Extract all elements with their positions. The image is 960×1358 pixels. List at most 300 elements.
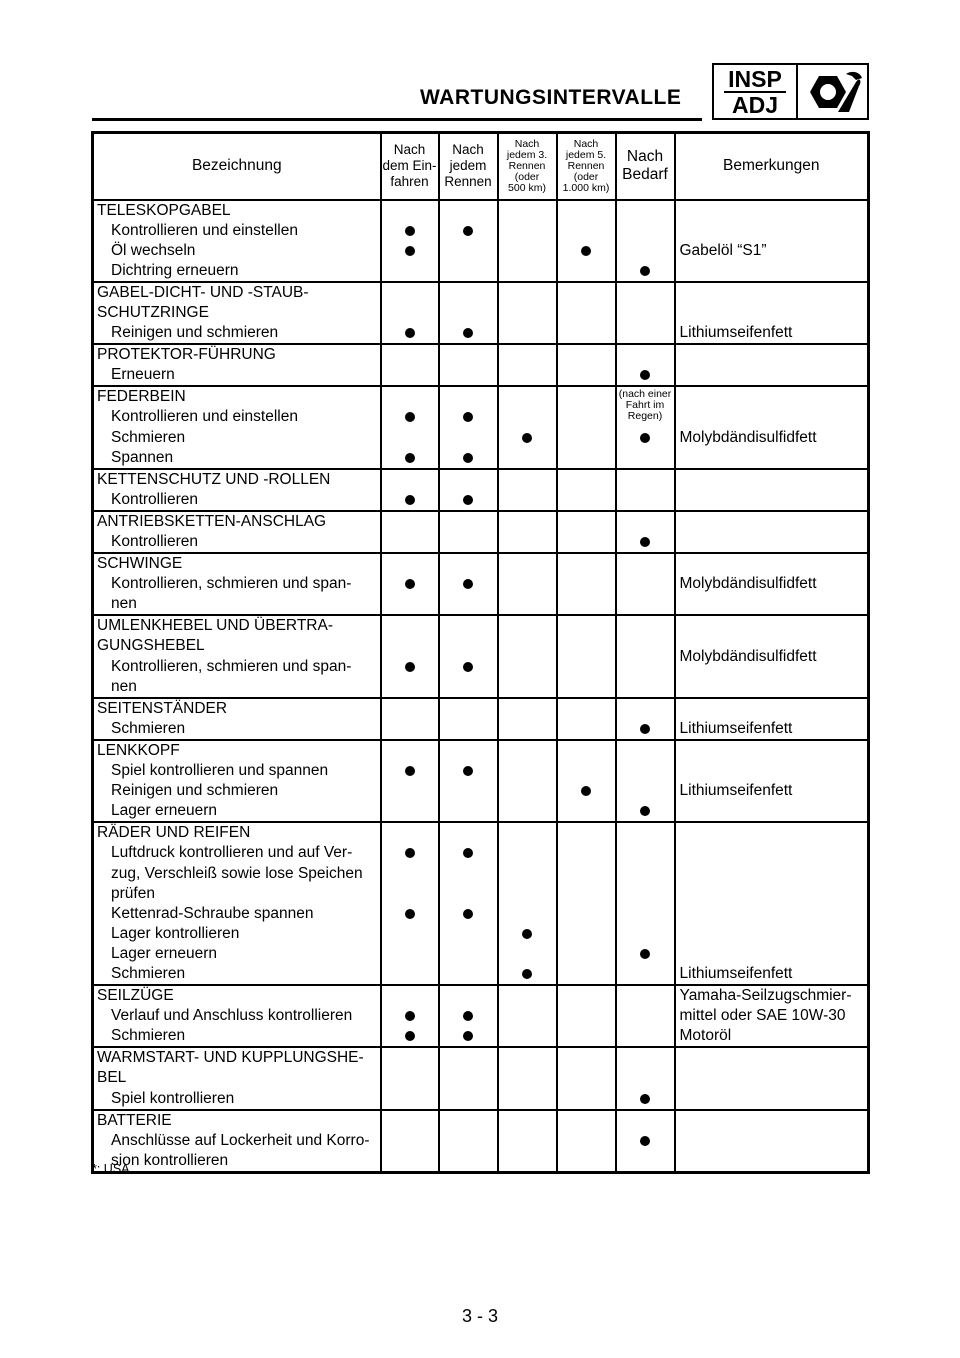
section-heading: KETTENSCHUTZ UND -ROLLEN — [97, 470, 331, 488]
interval-cell — [381, 553, 439, 615]
mark-slot — [382, 428, 438, 448]
mark-slot — [440, 574, 497, 594]
item-name-cell — [93, 200, 381, 282]
mark-slot — [440, 781, 497, 801]
mark-slot — [440, 719, 497, 739]
interval-cell — [557, 282, 616, 344]
interval-cell — [381, 1110, 439, 1173]
mark-slot — [440, 1151, 497, 1171]
mark-slot — [440, 512, 497, 532]
mark-slot — [382, 470, 438, 490]
table-row — [93, 985, 869, 1047]
check-dot — [522, 433, 532, 443]
mark-slot — [617, 283, 674, 303]
mark-slot — [617, 594, 674, 614]
check-dot — [463, 1011, 473, 1021]
mark-slot — [617, 864, 674, 884]
remark-text — [676, 904, 868, 924]
mark-slot — [499, 864, 556, 884]
mark-slot — [617, 1131, 674, 1151]
mark-slot — [382, 741, 438, 761]
header-line: Rennen — [508, 159, 546, 172]
remark-text — [676, 201, 868, 221]
page-number: 3 - 3 — [461, 1306, 499, 1326]
mark-slot — [382, 677, 438, 697]
remark-text — [676, 1089, 868, 1109]
item-name-cell — [93, 822, 381, 985]
mark-slot — [617, 201, 674, 221]
task-line: Kettenrad-Schraube spannen — [111, 904, 314, 922]
interval-cell — [498, 200, 557, 282]
mark-slot — [499, 1089, 556, 1109]
mark-slot — [440, 303, 497, 323]
col-nach-jedem-3-rennen — [498, 133, 557, 200]
mark-slot — [558, 986, 615, 1006]
mark-slot — [617, 1026, 674, 1046]
interval-cell — [616, 1110, 675, 1173]
mark-slot — [617, 964, 674, 984]
remark-text — [676, 448, 868, 468]
table-row — [93, 386, 869, 468]
mark-slot — [617, 428, 674, 448]
remark-text — [676, 1068, 868, 1088]
task-line: Lager erneuern — [111, 944, 217, 962]
check-dot — [405, 453, 415, 463]
remark-text: Lithiumseifenfett — [679, 719, 793, 737]
interval-cell — [616, 985, 675, 1047]
mark-slot — [499, 554, 556, 574]
remark-text — [676, 407, 868, 427]
mark-slot — [382, 904, 438, 924]
interval-cell — [616, 386, 675, 468]
mark-slot — [382, 261, 438, 281]
mark-slot — [617, 532, 674, 552]
mark-slot — [499, 428, 556, 448]
col-nach-bedarf — [616, 133, 675, 200]
interval-cell — [498, 740, 557, 822]
mark-slot — [558, 1151, 615, 1171]
mark-slot — [558, 1048, 615, 1068]
remark-text — [676, 221, 868, 241]
mark-slot — [499, 741, 556, 761]
check-dot — [640, 537, 650, 547]
check-dot — [640, 949, 650, 959]
remark-cell — [675, 1110, 869, 1173]
mark-slot — [440, 261, 497, 281]
mark-slot — [617, 1068, 674, 1088]
header-line: jedem 5. — [565, 148, 607, 161]
mark-slot — [382, 1151, 438, 1171]
section-heading: BATTERIE — [97, 1111, 172, 1129]
mark-slot — [440, 594, 497, 614]
col-nach-jedem-rennen — [439, 133, 498, 200]
check-dot — [405, 226, 415, 236]
interval-cell — [557, 1047, 616, 1109]
mark-slot — [382, 387, 438, 407]
mark-slot — [440, 904, 497, 924]
mark-slot — [617, 636, 674, 656]
header-line: Nach — [626, 148, 664, 166]
mark-slot — [382, 554, 438, 574]
interval-cell — [616, 822, 675, 985]
interval-cell — [498, 553, 557, 615]
table-row — [93, 511, 869, 553]
check-dot — [405, 662, 415, 672]
mark-slot — [382, 823, 438, 843]
remark-text — [676, 532, 868, 552]
mark-slot — [558, 843, 615, 863]
mark-slot — [499, 699, 556, 719]
mark-slot — [617, 801, 674, 821]
interval-cell — [557, 985, 616, 1047]
mark-slot — [558, 594, 615, 614]
mark-slot — [558, 823, 615, 843]
mark-slot — [558, 781, 615, 801]
remark-cell — [675, 822, 869, 985]
remark-text — [676, 283, 868, 303]
task-line: prüfen — [111, 884, 155, 902]
item-name-cell — [93, 344, 381, 386]
check-dot — [640, 266, 650, 276]
section-heading: PROTEKTOR-FÜHRUNG — [97, 346, 276, 364]
task-line: nen — [111, 677, 137, 695]
item-name-cell — [93, 282, 381, 344]
mark-slot — [499, 241, 556, 261]
interval-cell — [498, 344, 557, 386]
header-line: Nach — [573, 137, 599, 150]
table-row — [93, 1110, 869, 1173]
mark-slot — [440, 1131, 497, 1151]
task-line: Schmieren — [111, 964, 186, 982]
mark-slot — [558, 470, 615, 490]
remark-text — [676, 512, 868, 532]
remark-cell — [675, 282, 869, 344]
mark-slot — [617, 365, 674, 385]
mark-slot — [499, 532, 556, 552]
mark-slot — [617, 823, 674, 843]
remark-text — [676, 944, 868, 964]
mark-slot — [617, 843, 674, 863]
interval-cell — [381, 469, 439, 511]
mark-slot — [558, 884, 615, 904]
mark-slot — [499, 1006, 556, 1026]
mark-slot — [617, 241, 674, 261]
mark-slot — [558, 407, 615, 427]
header-line: fahren — [390, 174, 429, 190]
title-rule — [92, 118, 702, 121]
mark-slot — [382, 323, 438, 343]
mark-slot — [558, 201, 615, 221]
mark-slot — [440, 532, 497, 552]
interval-cell — [381, 698, 439, 740]
mark-slot — [440, 823, 497, 843]
note-line: (nach einer — [618, 388, 672, 401]
mark-slot — [440, 428, 497, 448]
mark-slot — [558, 741, 615, 761]
interval-cell — [557, 200, 616, 282]
interval-cell — [498, 822, 557, 985]
col-nach-jedem-5-rennen — [557, 133, 616, 200]
table-row — [93, 282, 869, 344]
mark-slot — [440, 448, 497, 468]
task-line: Kontrollieren und einstellen — [111, 408, 298, 426]
section-heading: LENKKOPF — [97, 741, 180, 759]
mark-slot — [382, 657, 438, 677]
remark-text — [676, 554, 868, 574]
table-body — [93, 200, 869, 1173]
mark-slot — [558, 1026, 615, 1046]
mark-slot — [558, 924, 615, 944]
interval-cell — [498, 386, 557, 468]
mark-slot — [499, 1151, 556, 1171]
interval-cell — [381, 386, 439, 468]
table-row — [93, 344, 869, 386]
mark-slot — [382, 1131, 438, 1151]
header-line: jedem 3. — [506, 148, 548, 161]
mark-slot — [382, 964, 438, 984]
badge-icon-box — [798, 65, 867, 118]
mark-slot — [499, 365, 556, 385]
check-dot — [405, 246, 415, 256]
mark-slot — [499, 261, 556, 281]
mark-slot — [440, 1089, 497, 1109]
header-line: jedem — [449, 158, 487, 174]
header-line: Nach — [452, 142, 484, 158]
task-line: Spiel kontrollieren — [111, 1089, 235, 1107]
remark-text: Lithiumseifenfett — [679, 324, 793, 342]
col-nach-einfahren — [381, 133, 439, 200]
interval-cell — [498, 282, 557, 344]
remark-cell — [675, 698, 869, 740]
remark-cell — [675, 511, 869, 553]
remark-text — [676, 345, 868, 365]
mark-slot — [440, 864, 497, 884]
remark-text — [676, 1048, 868, 1068]
interval-cell — [381, 615, 439, 697]
remark-text: Lithiumseifenfett — [679, 782, 793, 800]
check-dot — [463, 412, 473, 422]
mark-slot — [499, 323, 556, 343]
check-dot — [405, 848, 415, 858]
mark-slot — [558, 221, 615, 241]
mark-slot — [499, 448, 556, 468]
mark-slot — [499, 221, 556, 241]
remark-text — [676, 303, 868, 323]
interval-cell — [616, 344, 675, 386]
check-dot — [405, 1031, 415, 1041]
interval-cell — [557, 469, 616, 511]
mark-slot — [499, 823, 556, 843]
mark-slot — [440, 761, 497, 781]
mark-slot — [558, 761, 615, 781]
mark-slot — [558, 1131, 615, 1151]
check-dot — [463, 226, 473, 236]
mark-slot — [499, 636, 556, 656]
mark-slot — [558, 719, 615, 739]
col-bemerkungen: Bemerkungen — [675, 133, 869, 200]
mark-slot — [382, 241, 438, 261]
mark-slot — [382, 490, 438, 510]
mark-slot — [499, 677, 556, 697]
check-dot — [405, 412, 415, 422]
mark-slot — [499, 470, 556, 490]
mark-slot — [499, 387, 556, 407]
mark-slot — [440, 944, 497, 964]
check-dot — [405, 1011, 415, 1021]
mark-slot — [617, 554, 674, 574]
mark-slot — [617, 986, 674, 1006]
task-line: Schmieren — [111, 719, 186, 737]
mark-slot — [382, 1006, 438, 1026]
remark-text — [676, 843, 868, 863]
item-name-cell — [93, 985, 381, 1047]
interval-cell — [381, 985, 439, 1047]
check-dot — [640, 433, 650, 443]
section-heading: SCHUTZRINGE — [97, 303, 209, 321]
task-line: Kontrollieren, schmieren und span- — [111, 657, 352, 675]
mark-slot — [499, 594, 556, 614]
mark-slot — [499, 657, 556, 677]
mark-slot — [440, 1111, 497, 1131]
page-title: WARTUNGSINTERVALLE — [420, 86, 682, 109]
remark-text — [676, 801, 868, 821]
remark-text — [676, 594, 868, 614]
mark-slot — [558, 532, 615, 552]
header-line: Nach — [393, 142, 426, 158]
badge-label — [714, 65, 798, 118]
task-line: Erneuern — [111, 366, 175, 384]
header-line: 1.000 km) — [562, 181, 610, 194]
mark-slot — [499, 1048, 556, 1068]
section-heading: GUNGSHEBEL — [97, 637, 205, 655]
col-bezeichnung: Bezeichnung — [93, 133, 381, 200]
remark-text — [676, 1111, 868, 1131]
remark-text: Yamaha-Seilzugschmier- — [679, 987, 852, 1005]
section-heading: WARMSTART- UND KUPPLUNGSHE- — [97, 1049, 364, 1067]
interval-cell — [381, 1047, 439, 1109]
interval-cell — [439, 553, 498, 615]
interval-cell — [616, 200, 675, 282]
header-line: Rennen — [444, 174, 492, 190]
section-heading: SEITENSTÄNDER — [97, 699, 228, 717]
check-dot — [522, 969, 532, 979]
mark-slot — [382, 303, 438, 323]
interval-cell — [498, 698, 557, 740]
section-heading: BEL — [97, 1069, 127, 1087]
mark-slot — [440, 986, 497, 1006]
remark-cell — [675, 469, 869, 511]
mark-slot — [558, 657, 615, 677]
mark-slot — [558, 904, 615, 924]
interval-cell — [381, 200, 439, 282]
mark-slot — [499, 781, 556, 801]
interval-cell — [616, 698, 675, 740]
mark-slot — [617, 1111, 674, 1131]
item-name-cell — [93, 511, 381, 553]
mark-slot — [617, 1006, 674, 1026]
interval-cell — [498, 985, 557, 1047]
item-name-cell — [93, 698, 381, 740]
mark-slot — [558, 699, 615, 719]
task-line: Reinigen und schmieren — [111, 782, 279, 800]
table-row — [93, 469, 869, 511]
header-line: Nach — [514, 137, 540, 150]
mark-slot — [382, 924, 438, 944]
mark-slot — [382, 1089, 438, 1109]
mark-slot — [617, 719, 674, 739]
interval-cell — [557, 1110, 616, 1173]
remark-text: Lithiumseifenfett — [679, 964, 793, 982]
interval-cell — [381, 344, 439, 386]
check-dot — [405, 909, 415, 919]
mark-slot — [617, 657, 674, 677]
remark-text — [676, 864, 868, 884]
mark-slot — [440, 387, 497, 407]
mark-slot — [440, 1048, 497, 1068]
check-dot — [640, 1094, 650, 1104]
mark-slot — [558, 554, 615, 574]
header-line: Bedarf — [622, 166, 668, 184]
mark-slot — [558, 677, 615, 697]
mark-slot — [382, 1026, 438, 1046]
mark-slot — [499, 574, 556, 594]
table-row — [93, 615, 869, 697]
mark-slot — [558, 283, 615, 303]
task-line: Schmieren — [111, 1027, 186, 1045]
mark-slot — [558, 303, 615, 323]
remark-cell — [675, 615, 869, 697]
interval-note — [617, 387, 674, 422]
interval-cell — [381, 282, 439, 344]
remark-text: Gabelöl “S1” — [679, 241, 767, 259]
section-heading: TELESKOPGABEL — [97, 201, 231, 219]
check-dot — [463, 909, 473, 919]
interval-cell — [498, 469, 557, 511]
mark-slot — [440, 283, 497, 303]
mark-slot — [558, 944, 615, 964]
remark-text — [676, 261, 868, 281]
mark-slot — [558, 365, 615, 385]
mark-slot — [558, 964, 615, 984]
check-dot — [640, 806, 650, 816]
mark-slot — [440, 365, 497, 385]
interval-cell — [439, 740, 498, 822]
mark-slot — [617, 512, 674, 532]
mark-slot — [440, 636, 497, 656]
task-line: Öl wechseln — [111, 241, 196, 259]
task-line: Reinigen und schmieren — [111, 324, 279, 342]
mark-slot — [617, 1048, 674, 1068]
mark-slot — [382, 1048, 438, 1068]
remark-text — [676, 365, 868, 385]
section-heading: FEDERBEIN — [97, 388, 186, 406]
mark-slot — [382, 407, 438, 427]
interval-cell — [439, 386, 498, 468]
remark-text — [676, 699, 868, 719]
mark-slot — [558, 1089, 615, 1109]
mark-slot — [499, 407, 556, 427]
interval-cell — [557, 511, 616, 553]
mark-slot — [440, 1026, 497, 1046]
mark-slot — [382, 944, 438, 964]
remark-cell — [675, 985, 869, 1047]
mark-slot — [440, 201, 497, 221]
task-line: Lager erneuern — [111, 802, 217, 820]
mark-slot — [499, 303, 556, 323]
interval-cell — [439, 511, 498, 553]
mark-slot — [382, 201, 438, 221]
interval-cell — [439, 344, 498, 386]
